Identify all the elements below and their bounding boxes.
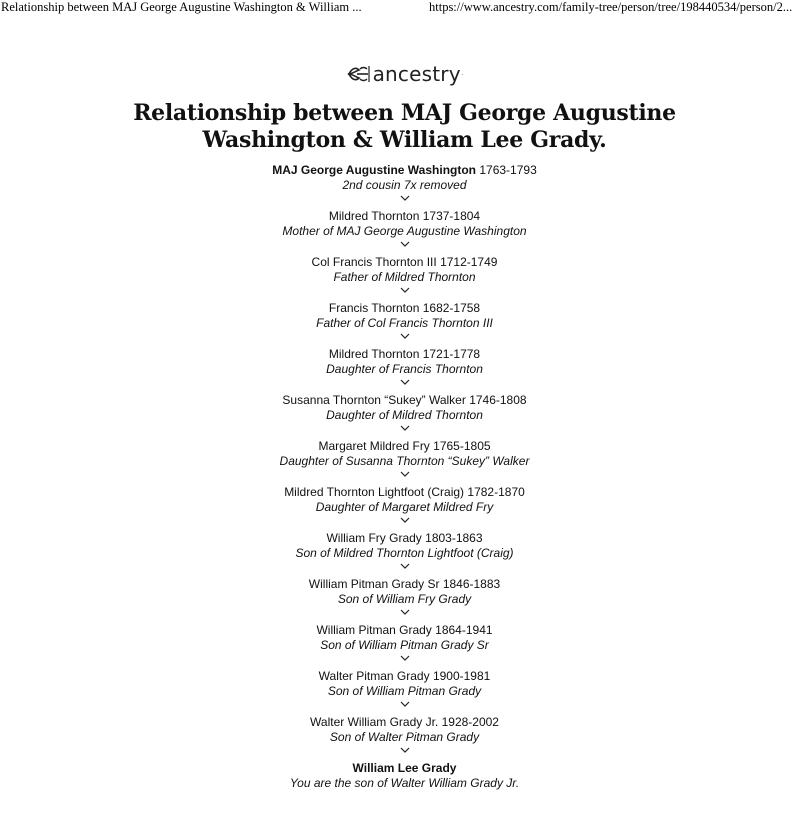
person-line	[0, 485, 809, 500]
print-header	[0, 0, 809, 16]
person-line	[0, 715, 809, 730]
person-line	[0, 209, 809, 224]
person-years: 1803-1863	[425, 531, 483, 545]
person-line	[0, 393, 809, 408]
person-line	[0, 531, 809, 546]
chevron-down-icon	[400, 608, 410, 616]
person-years: 1782-1870	[467, 485, 525, 499]
person-line	[0, 347, 809, 362]
chevron-down-icon	[400, 332, 410, 340]
relationship-label: Father of Col Francis Thornton III	[316, 316, 493, 330]
chevron-down-icon	[400, 700, 410, 708]
print-header-url: https://www.ancestry.com/family-tree/person/tree/198440534/person/2...	[429, 0, 793, 14]
chevron-down-icon	[400, 654, 410, 662]
relationship-label: Daughter of Mildred Thornton	[326, 408, 483, 422]
relationship-label: Son of Walter Pitman Grady	[329, 730, 480, 744]
person-years: 1737-1804	[422, 209, 481, 223]
person-years: 1765-1805	[433, 439, 491, 453]
relationship-node	[0, 393, 809, 439]
person-name[interactable]: William Pitman Grady Sr	[308, 577, 440, 591]
person-line	[0, 255, 809, 270]
relationship-label: Daughter of Susanna Thornton “Sukey” Walker	[279, 454, 530, 468]
person-years: 1721-1778	[422, 347, 481, 361]
person-line	[0, 669, 809, 684]
ancestry-leaf-icon	[346, 64, 370, 84]
relationship-label: Mother of MAJ George Augustine Washington	[282, 224, 527, 238]
chevron-down-icon	[400, 424, 410, 432]
chevron-down-icon	[400, 470, 410, 478]
chevron-down-icon	[400, 746, 410, 754]
person-years: 1846-1883	[442, 577, 501, 591]
relationship-label: Daughter of Margaret Mildred Fry	[315, 500, 494, 514]
person-name[interactable]: Francis Thornton	[328, 301, 420, 315]
relationship-node	[0, 209, 809, 255]
relationship-node	[0, 485, 809, 531]
chevron-down-icon	[400, 240, 410, 248]
person-line	[0, 761, 809, 776]
person-line	[0, 577, 809, 592]
ancestry-logo	[0, 60, 809, 88]
person-name[interactable]: William Lee Grady	[352, 761, 457, 775]
person-name[interactable]: Susanna Thornton “Sukey” Walker	[282, 393, 466, 407]
person-name[interactable]: Walter Pitman Grady	[318, 669, 430, 683]
relationship-node	[0, 255, 809, 301]
person-line	[0, 439, 809, 454]
relationship-node	[0, 439, 809, 485]
relationship-node	[0, 715, 809, 761]
person-name[interactable]: William Pitman Grady	[316, 623, 432, 637]
person-line	[0, 163, 809, 178]
chevron-down-icon	[400, 516, 410, 524]
relationship-label: 2nd cousin 7x removed	[342, 178, 467, 192]
relationship-node	[0, 347, 809, 393]
person-name[interactable]: Mildred Thornton	[328, 209, 420, 223]
relationship-label: Son of William Fry Grady	[337, 592, 472, 606]
chevron-down-icon	[400, 378, 410, 386]
person-name[interactable]: Walter William Grady Jr.	[310, 715, 439, 729]
person-name[interactable]: Mildred Thornton	[328, 347, 420, 361]
relationship-chain	[0, 163, 809, 807]
person-years: 1864-1941	[435, 623, 493, 637]
person-years: 1763-1793	[479, 163, 537, 177]
relationship-label: Son of William Pitman Grady	[327, 684, 482, 698]
person-years: 1928-2002	[441, 715, 499, 729]
person-name[interactable]: Mildred Thornton Lightfoot (Craig)	[284, 485, 465, 499]
person-years: 1746-1808	[469, 393, 527, 407]
chevron-down-icon	[400, 286, 410, 294]
person-years: 1712-1749	[440, 255, 498, 269]
print-header-title: Relationship between MAJ George Augustine Washington & William ...	[1, 0, 362, 14]
relationship-node	[0, 531, 809, 577]
relationship-node	[0, 301, 809, 347]
relationship-node	[0, 577, 809, 623]
chevron-down-icon	[400, 562, 410, 570]
relationship-label: You are the son of Walter William Grady Jr.	[289, 776, 520, 790]
relationship-node	[0, 669, 809, 715]
page-title: Relationship between MAJ George Augustine Washington & William Lee Grady.	[133, 100, 676, 153]
person-line	[0, 623, 809, 638]
chevron-down-icon	[400, 194, 410, 202]
person-name[interactable]: William Fry Grady	[326, 531, 422, 545]
person-name[interactable]: Col Francis Thornton III	[311, 255, 437, 269]
trademark-mark: .	[461, 71, 464, 77]
relationship-node	[0, 163, 809, 209]
person-line	[0, 301, 809, 316]
person-years: 1682-1758	[422, 301, 481, 315]
relationship-node	[0, 761, 809, 807]
person-years: 1900-1981	[432, 669, 491, 683]
relationship-label: Father of Mildred Thornton	[333, 270, 476, 284]
relationship-label: Son of Mildred Thornton Lightfoot (Craig)	[295, 546, 514, 560]
relationship-label: Son of William Pitman Grady Sr	[320, 638, 489, 652]
ancestry-wordmark: ancestry	[372, 62, 461, 86]
person-name[interactable]: MAJ George Augustine Washington	[272, 163, 477, 177]
person-name[interactable]: Margaret Mildred Fry	[318, 439, 430, 453]
relationship-label: Daughter of Francis Thornton	[326, 362, 483, 376]
relationship-node	[0, 623, 809, 669]
